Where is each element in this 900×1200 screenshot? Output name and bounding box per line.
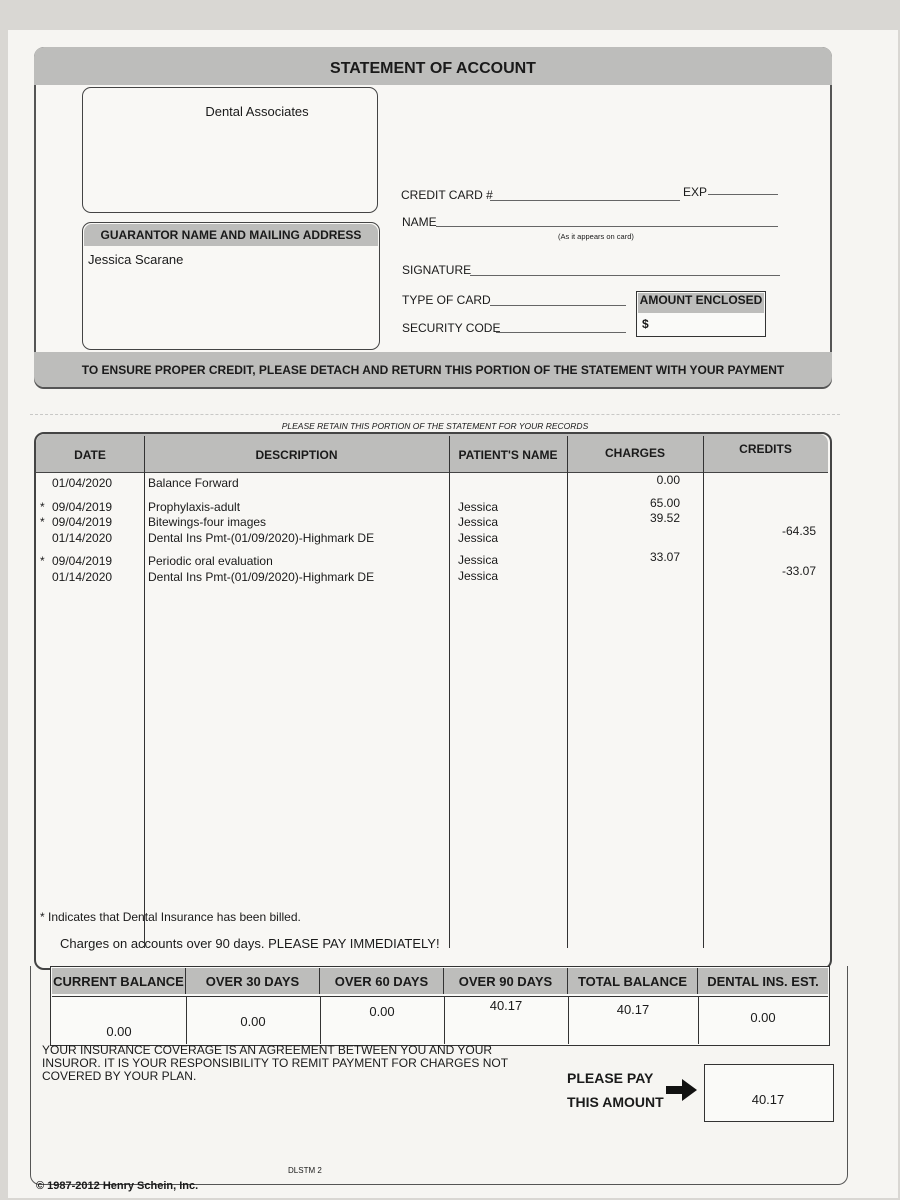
row-description: Periodic oral evaluation bbox=[148, 554, 273, 568]
tear-line bbox=[30, 414, 840, 415]
security-code-field[interactable] bbox=[496, 332, 626, 333]
row-patient: Jessica bbox=[458, 553, 499, 567]
amount-due-value: 40.17 bbox=[751, 1092, 785, 1107]
amount-enclosed-label: AMOUNT ENCLOSED bbox=[639, 293, 763, 307]
aging-header-row bbox=[52, 968, 828, 997]
name-note: (As it appears on card) bbox=[558, 232, 634, 241]
over-30-label: OVER 30 DAYS bbox=[186, 968, 320, 994]
column-divider bbox=[703, 436, 704, 948]
row-patient: Jessica bbox=[458, 500, 499, 514]
security-code-label: SECURITY CODE bbox=[402, 321, 501, 335]
col-header-charges: CHARGES bbox=[604, 446, 665, 460]
over-90-label: OVER 90 DAYS bbox=[444, 968, 568, 994]
arrow-right-icon bbox=[666, 1078, 698, 1102]
type-of-card-label: TYPE OF CARD bbox=[402, 293, 491, 307]
row-credits: -33.07 bbox=[781, 564, 816, 578]
amount-enclosed-field[interactable] bbox=[654, 316, 760, 332]
signature-label: SIGNATURE bbox=[402, 263, 472, 277]
copyright: © 1987-2012 Henry Schein, Inc. bbox=[36, 1180, 199, 1192]
row-patient: Jessica bbox=[458, 569, 499, 583]
form-code: DLSTM 2 bbox=[288, 1166, 322, 1175]
row-date: 09/04/2019 bbox=[52, 515, 113, 529]
row-date: 01/14/2020 bbox=[52, 570, 113, 584]
row-charges: 33.07 bbox=[649, 550, 680, 564]
row-star: * bbox=[40, 515, 45, 529]
row-date: 01/14/2020 bbox=[52, 531, 113, 545]
row-charges: 65.00 bbox=[649, 496, 680, 510]
row-description: Balance Forward bbox=[148, 476, 239, 490]
statement-title: STATEMENT OF ACCOUNT bbox=[330, 60, 536, 77]
please-pay-line1: PLEASE PAY bbox=[567, 1070, 654, 1086]
column-divider bbox=[144, 436, 145, 948]
col-header-date: DATE bbox=[74, 448, 106, 462]
detach-notice: TO ENSURE PROPER CREDIT, PLEASE DETACH AND RETURN THIS PORTION OF THE STATEMENT WITH YOUR PAYMENT bbox=[81, 363, 785, 377]
guarantor-name: Jessica Scarane bbox=[88, 252, 184, 267]
row-star: * bbox=[40, 500, 45, 514]
column-divider bbox=[449, 436, 450, 948]
row-date: 01/04/2020 bbox=[52, 476, 113, 490]
row-description: Dental Ins Pmt-(01/09/2020)-Highmark DE bbox=[148, 570, 375, 584]
over-60-label: OVER 60 DAYS bbox=[320, 968, 444, 994]
row-patient: Jessica bbox=[458, 531, 499, 545]
row-date: 09/04/2019 bbox=[52, 554, 113, 568]
row-patient: Jessica bbox=[458, 515, 499, 529]
row-charges: 0.00 bbox=[656, 473, 680, 487]
type-of-card-field[interactable] bbox=[490, 305, 626, 306]
overdue-note: Charges on accounts over 90 days. PLEASE PAY IMMEDIATELY! bbox=[60, 936, 440, 951]
over-90-value: 40.17 bbox=[489, 998, 523, 1013]
row-date: 09/04/2019 bbox=[52, 500, 113, 514]
insurance-billed-footnote: * Indicates that Dental Insurance has been billed. bbox=[40, 910, 301, 924]
credit-card-field[interactable] bbox=[490, 200, 680, 201]
over-60-value: 0.00 bbox=[369, 1004, 395, 1019]
exp-field[interactable] bbox=[708, 194, 778, 195]
currency-symbol: $ bbox=[642, 317, 649, 331]
over-30-value: 0.00 bbox=[240, 1014, 266, 1029]
retain-notice: PLEASE RETAIN THIS PORTION OF THE STATEMENT FOR YOUR RECORDS bbox=[281, 421, 589, 431]
name-label: NAME bbox=[402, 215, 437, 229]
cardholder-name-field[interactable] bbox=[436, 226, 778, 227]
column-divider bbox=[567, 436, 568, 948]
current-balance-label: CURRENT BALANCE bbox=[52, 968, 186, 994]
row-description: Prophylaxis-adult bbox=[148, 500, 241, 514]
dental-ins-est-value: 0.00 bbox=[750, 1010, 776, 1025]
col-header-patient: PATIENT'S NAME bbox=[458, 448, 558, 462]
total-balance-value: 40.17 bbox=[616, 1002, 650, 1017]
signature-field[interactable] bbox=[470, 275, 780, 276]
provider-name: Dental Associates bbox=[205, 104, 309, 119]
dental-ins-est-label: DENTAL INS. EST. bbox=[698, 968, 828, 994]
insurance-notice: YOUR INSURANCE COVERAGE IS AN AGREEMENT BETWEEN YOU AND YOUR INSUROR. IT IS YOUR RESPONSIBILITY TO REMIT PAYMENT FOR CHARGES NOT COVERED BY YOUR PLAN. bbox=[42, 1043, 508, 1083]
exp-label: EXP bbox=[683, 185, 708, 199]
row-charges: 39.52 bbox=[649, 511, 680, 525]
row-star: * bbox=[40, 554, 45, 568]
current-balance-value: 0.00 bbox=[106, 1024, 132, 1039]
credit-card-label: CREDIT CARD # bbox=[401, 188, 493, 202]
total-balance-label: TOTAL BALANCE bbox=[568, 968, 698, 994]
row-description: Bitewings-four images bbox=[148, 515, 267, 529]
row-description: Dental Ins Pmt-(01/09/2020)-Highmark DE bbox=[148, 531, 375, 545]
please-pay-line2: THIS AMOUNT bbox=[567, 1094, 664, 1110]
row-credits: -64.35 bbox=[781, 524, 816, 538]
guarantor-heading: GUARANTOR NAME AND MAILING ADDRESS bbox=[100, 228, 362, 242]
col-header-credits: CREDITS bbox=[739, 442, 792, 456]
col-header-description: DESCRIPTION bbox=[255, 448, 338, 462]
